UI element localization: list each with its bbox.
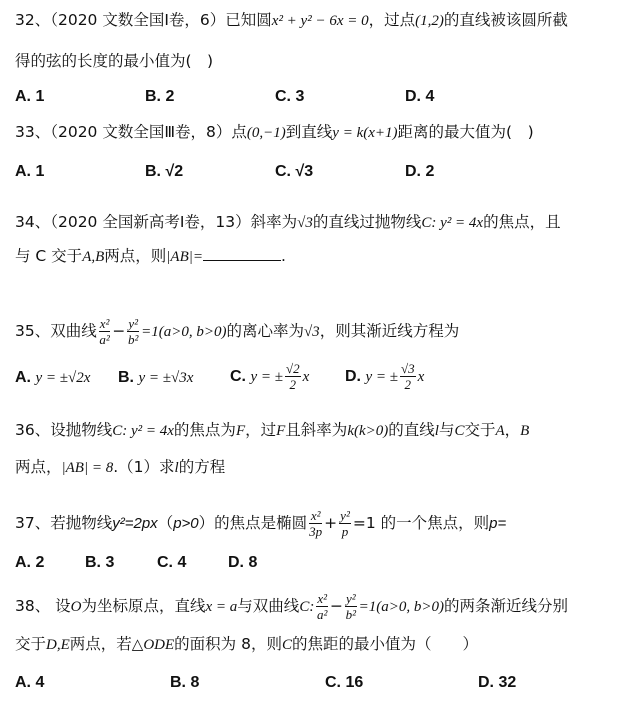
q32-option-a: A. 1: [15, 88, 45, 105]
math: F: [235, 423, 246, 439]
option-label: B.: [118, 369, 134, 386]
option-expr: y = ±: [365, 369, 398, 385]
q38-lead: 38、 设: [15, 597, 71, 615]
denominator: p: [341, 524, 349, 539]
text: 两点，: [15, 458, 62, 476]
numerator: x²: [310, 508, 321, 523]
q32-stem: [15, 9, 568, 32]
q34-text: 的直线过抛物线: [312, 213, 422, 231]
q36-stem: [15, 419, 529, 442]
denominator: 2: [289, 377, 297, 393]
option-expr: y = ±√3x: [138, 370, 194, 386]
text: 的方程: [178, 458, 226, 476]
option-label: A.: [15, 369, 31, 386]
q34-text: 与 C 交于: [15, 247, 83, 265]
q34-parabola: C: y² = 4x: [421, 215, 484, 231]
text: 的焦点为: [173, 421, 236, 439]
q35-stem: [15, 316, 459, 347]
q38-stem-line2: [15, 633, 478, 656]
q33-option-b: B. √2: [145, 163, 184, 180]
math: B: [520, 423, 530, 439]
q37-lead: 37、若抛物线: [15, 514, 113, 532]
text: 与: [438, 421, 455, 439]
math: y²=2px: [112, 515, 158, 532]
q35-condition: =1(a>0, b>0): [141, 324, 227, 340]
q37-option-b: B. 3: [85, 554, 115, 571]
q37-fraction-x: [309, 508, 322, 539]
text: .（1）求: [113, 458, 175, 476]
text: 两点，若: [69, 635, 132, 653]
numerator: x²: [317, 591, 327, 606]
q32-stem-line2: 得的弦的长度的最小值为( ): [15, 52, 214, 70]
math: O: [70, 599, 82, 615]
numerator: x²: [99, 316, 110, 331]
q33-option-a: A. 1: [15, 163, 45, 180]
denominator: a²: [99, 332, 110, 347]
q38-option-b: B. 8: [170, 674, 200, 691]
math: F: [276, 423, 286, 439]
math: A: [495, 423, 505, 439]
text: ）的焦点是椭圆: [198, 514, 308, 532]
q34-stem-line2: [15, 245, 286, 268]
q32-equation: x² + y² − 6x = 0: [271, 13, 369, 29]
q32-text: ，过点: [368, 11, 416, 29]
q37-option-c: C. 4: [157, 554, 187, 571]
text: （: [157, 514, 174, 532]
q38-option-a: A. 4: [15, 674, 45, 691]
q33-line-eq: y = k(x+1): [332, 125, 398, 141]
q32-option-d: D. 4: [405, 88, 435, 105]
q36-lead: 36、设抛物线: [15, 421, 113, 439]
q37-option-a: A. 2: [15, 554, 45, 571]
q34-points: A,B: [82, 249, 105, 265]
q34-period: .: [280, 247, 286, 265]
q33-text: 距离的最大值为( ): [397, 123, 534, 141]
numerator: √2: [285, 361, 300, 377]
q34-text: 的焦点，且: [483, 213, 561, 231]
option-fraction: [285, 361, 301, 392]
option-label: D.: [345, 368, 361, 385]
q32-point: (1,2): [415, 13, 444, 29]
q37-stem: [15, 503, 506, 544]
text: 的面积为 8，则: [174, 635, 282, 653]
math: C:: [299, 599, 315, 615]
q33-option-d: D. 2: [405, 163, 435, 180]
text: =1 的一个焦点，则: [352, 514, 490, 532]
option-expr: y = ±: [250, 369, 283, 385]
q33-stem: [15, 121, 534, 144]
minus: −: [112, 322, 126, 340]
numerator: y²: [345, 591, 356, 606]
q33-lead: 33、（2020 文数全国Ⅲ卷，8）点: [15, 123, 247, 141]
math: p>0: [173, 515, 199, 532]
denominator: b²: [345, 607, 357, 622]
minus: −: [329, 597, 343, 615]
text: 交于: [15, 635, 47, 653]
numerator: y²: [340, 508, 350, 523]
math: D,E: [46, 637, 70, 653]
q38-fraction-x: [316, 591, 328, 622]
q32-option-b: B. 2: [145, 88, 175, 105]
q33-option-c: C. √3: [275, 163, 314, 180]
denominator: a²: [316, 607, 328, 622]
text: ，: [504, 421, 521, 439]
q35-fraction-y: [127, 316, 139, 347]
option-fraction: [400, 361, 416, 392]
q35-text: ，则其渐近线方程为: [319, 322, 460, 340]
text: ，过: [245, 421, 277, 439]
q35-option-d: [345, 358, 424, 396]
q35-fraction-x: [99, 316, 111, 347]
q35-text: 的离心率为: [226, 322, 304, 340]
q34-stem: [15, 211, 561, 234]
q35-option-a: [15, 367, 90, 389]
q34-ab: |AB|=: [166, 249, 203, 265]
denominator: 2: [404, 377, 412, 393]
q34-text: 两点，则: [104, 247, 167, 265]
q33-point: (0,−1): [246, 125, 286, 141]
math: =1(a>0, b>0): [358, 599, 445, 615]
math: C: [281, 637, 292, 653]
option-expr: x: [417, 369, 425, 385]
text: 为坐标原点，直线: [81, 597, 206, 615]
q34-answer-blank: [203, 246, 281, 261]
text: 与双曲线: [237, 597, 300, 615]
denominator: 3p: [309, 524, 323, 539]
q38-fraction-y: [345, 591, 357, 622]
math: C: y² = 4x: [112, 423, 174, 439]
math: |AB| = 8: [61, 460, 114, 476]
option-expr: y = ±√2x: [35, 370, 91, 386]
option-label: C.: [230, 368, 246, 385]
q36-stem-line2: [15, 456, 225, 479]
q35-option-b: [118, 367, 193, 389]
q35-lead: 35、双曲线: [15, 322, 97, 340]
q34-slope: √3: [297, 215, 313, 231]
text: 的焦距的最小值为（ ）: [291, 635, 478, 653]
q34-lead: 34、（2020 全国新高考Ⅰ卷，13）斜率为: [15, 213, 298, 231]
q37-option-d: D. 8: [228, 554, 258, 571]
math: l: [174, 460, 179, 476]
math: △ODE: [131, 637, 175, 653]
math: k(k>0): [347, 423, 389, 439]
text: 交于: [464, 421, 496, 439]
math: l: [434, 423, 439, 439]
q38-stem: [15, 586, 568, 627]
numerator: y²: [128, 316, 139, 331]
q38-option-d: D. 32: [478, 674, 517, 691]
q38-option-c: C. 16: [325, 674, 364, 691]
q33-text: 到直线: [285, 123, 333, 141]
text: 且斜率为: [285, 421, 348, 439]
denominator: b²: [128, 332, 139, 347]
q32-option-c: C. 3: [275, 88, 305, 105]
q37-fraction-y: [339, 508, 351, 539]
math: x = a: [205, 599, 238, 615]
q32-text: 的直线被该圆所截: [443, 11, 568, 29]
math: p=: [489, 515, 507, 532]
numerator: √3: [400, 361, 415, 377]
q35-option-c: [230, 358, 309, 396]
option-expr: x: [302, 369, 310, 385]
q32-lead: 32、（2020 文数全国Ⅰ卷，6）已知圆: [15, 11, 272, 29]
text: 的两条渐近线分别: [444, 597, 569, 615]
math: C: [454, 423, 465, 439]
plus: +: [324, 514, 338, 532]
text: 的直线: [388, 421, 435, 439]
q35-eccentricity: √3: [303, 324, 320, 340]
